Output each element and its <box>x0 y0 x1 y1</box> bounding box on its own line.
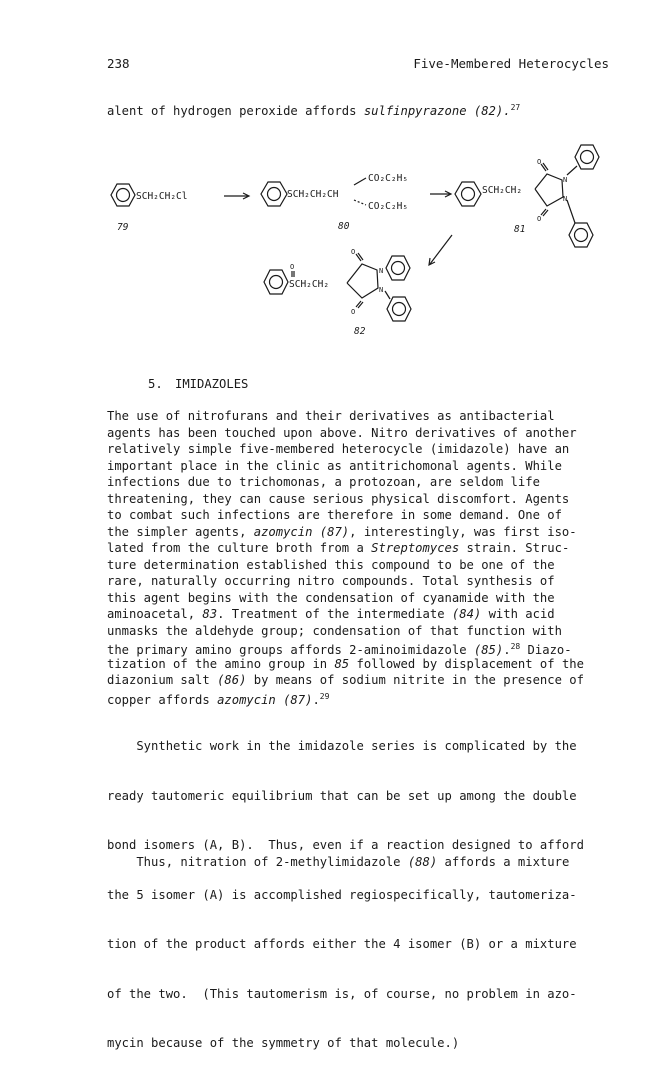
compound-82-nitrogen-1: N <box>379 267 384 275</box>
p1-l15a: the primary amino groups affords 2-aminoimidazole <box>107 643 474 657</box>
p1-ref-28: 28 <box>510 642 521 651</box>
p3-line-1 <box>107 854 612 871</box>
running-title: Five-Membered Heterocycles <box>413 56 609 71</box>
p1-l18a: copper affords <box>107 692 218 707</box>
p1-ref-29: 29 <box>319 691 330 701</box>
arrow-80-to-81 <box>430 191 451 197</box>
p1-line-1: The use of nitrofurans and their derivatives as antibacterial <box>107 409 555 423</box>
p1-l15c: . <box>503 643 511 657</box>
p1-line-18 <box>107 689 612 706</box>
p1-l8c: , interestingly, was first iso- <box>349 524 577 539</box>
intro-text: alent of hydrogen peroxide affords <box>107 104 364 118</box>
p1-line-9 <box>107 540 612 557</box>
p1-l13a: aminoacetal, <box>107 607 203 621</box>
intro-ref: 27 <box>510 103 521 112</box>
p1-l9b: Streptomyces <box>371 541 460 555</box>
p1-l15d: Diazo- <box>520 643 572 657</box>
p1-line-4: important place in the clinic as antitrichomonal agents. While <box>107 458 562 473</box>
p1-line-5: infections due to trichomonas, a protozoan, are seldom life <box>107 475 540 489</box>
p3-c: affords a mixture <box>437 855 570 869</box>
p1-l17c: by means of sodium nitrite in the presence of <box>246 673 584 687</box>
p1-line-7: to combat such infections are therefore in some demand. One of <box>107 508 562 522</box>
reaction-scheme <box>0 0 645 340</box>
p1-line-2: agents has been touched upon above. Nitro derivatives of another <box>107 425 577 440</box>
p2-line-2: ready tautomeric equilibrium that can be set up among the double <box>107 788 577 803</box>
p1-l15b: (85) <box>473 643 504 657</box>
paragraph-1 <box>107 408 612 705</box>
p1-line-17 <box>107 672 612 689</box>
arrow-81-to-82 <box>429 235 452 265</box>
p1-l13e: with acid <box>481 607 555 621</box>
p1-l16b: 85 <box>334 656 350 671</box>
compound-80-label: SCH₂CH₂CH <box>287 189 339 200</box>
p2-line-1: Synthetic work in the imidazole series is complicated by the <box>107 739 577 753</box>
p1-l13d: (84) <box>451 607 482 621</box>
compound-82-number: 82 <box>354 326 366 337</box>
compound-82-oxygen-bottom: O <box>351 308 356 316</box>
compound-79 <box>111 184 187 233</box>
compound-81 <box>455 145 599 247</box>
compound-82-label: SCH₂CH₂ <box>289 279 330 290</box>
compound-79-number: 79 <box>117 222 129 233</box>
p2-line-4: the 5 isomer (A) is accomplished regiospecifically, tautomeriza- <box>107 887 577 902</box>
compound-81-oxygen-top: O <box>537 158 542 166</box>
p1-l13c: . Treatment of the intermediate <box>217 607 452 621</box>
p1-line-6: threatening, they can cause serious physical discomfort. Agents <box>107 491 570 506</box>
compound-82-oxygen-top: O <box>351 248 356 256</box>
compound-81-number: 81 <box>514 224 526 235</box>
intro-compound: sulfinpyrazone (82). <box>363 104 511 118</box>
p1-line-15 <box>107 639 612 656</box>
paragraph-3 <box>107 821 612 887</box>
p1-line-10: ture determination established this compound to be one of the <box>107 557 555 572</box>
p1-line-3: relatively simple five-membered heterocycle (imidazole) have an <box>107 442 570 456</box>
p1-l17a: diazonium salt <box>107 673 218 687</box>
compound-82-nitrogen-2: N <box>379 286 384 294</box>
p3-a: Thus, nitration of 2-methylimidazole <box>107 855 408 869</box>
p1-l16c: followed by displacement of the <box>349 656 584 671</box>
p1-l18b: azomycin (87) <box>217 692 313 707</box>
compound-80-ester-bottom: CO₂C₂H₅ <box>368 201 409 212</box>
p1-l13b: 83 <box>202 607 218 621</box>
p1-line-12: this agent begins with the condensation of cyanamide with the <box>107 590 555 605</box>
compound-81-label: SCH₂CH₂ <box>482 185 523 196</box>
p1-line-11: rare, naturally occurring nitro compounds. Total synthesis of <box>107 574 555 588</box>
p1-l9a: lated from the culture broth from a <box>107 541 372 555</box>
compound-80-ester-top: CO₂C₂H₅ <box>368 173 409 184</box>
compound-81-nitrogen-2: N <box>563 195 568 203</box>
compound-81-nitrogen-1: N <box>563 176 568 184</box>
p2-line-6: of the two. (This tautomerism is, of course, no problem in azo- <box>107 986 577 1001</box>
page-number: 238 <box>107 56 130 71</box>
p1-l9c: strain. Struc- <box>459 541 570 555</box>
p2-line-3: bond isomers (A, B). Thus, even if a reaction designed to afford <box>107 838 584 852</box>
compound-82-sulfoxide-oxygen: O <box>290 263 295 271</box>
p2-line-7: mycin because of the symmetry of that molecule.) <box>107 1036 460 1050</box>
compound-80 <box>261 173 408 232</box>
p1-l17b: (86) <box>217 673 247 687</box>
p1-line-16 <box>107 656 612 673</box>
section-title: IMIDAZOLES <box>175 377 249 391</box>
arrow-79-to-80 <box>224 193 249 199</box>
compound-82 <box>264 248 411 337</box>
p1-line-14: unmasks the aldehyde group; condensation of that function with <box>107 623 562 638</box>
p1-l18c: . <box>312 692 320 707</box>
compound-80-number: 80 <box>338 221 350 232</box>
p1-line-13 <box>107 606 612 623</box>
p1-l8b: azomycin (87) <box>253 524 350 539</box>
p1-l8a: the simpler agents, <box>107 524 254 539</box>
p3-b: (88) <box>407 855 438 869</box>
section-number: 5. <box>148 377 163 391</box>
compound-81-oxygen-bottom: O <box>537 215 542 223</box>
p1-l16a: tization of the amino group in <box>107 656 335 671</box>
p1-line-8 <box>107 524 612 541</box>
compound-79-label: SCH₂CH₂Cl <box>136 191 188 202</box>
p2-line-5: tion of the product affords either the 4 isomer (B) or a mixture <box>107 937 577 951</box>
